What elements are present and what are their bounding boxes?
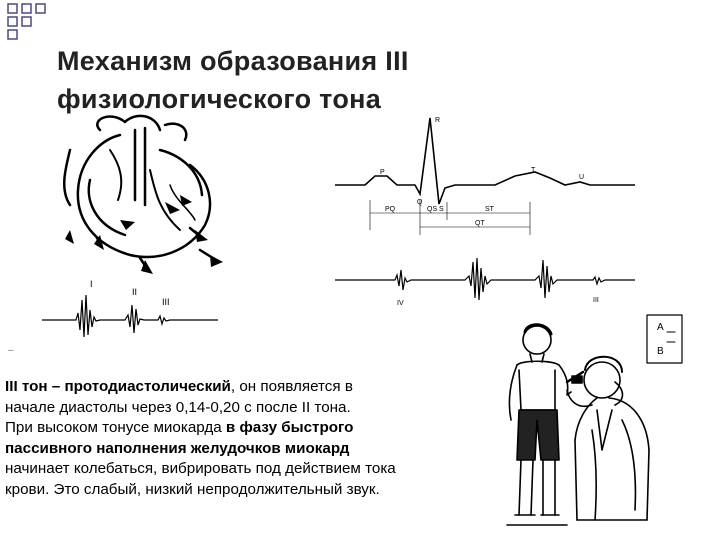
left-phonocardiogram [40, 275, 220, 345]
wall-chart-label-b: B [657, 346, 664, 357]
heart-diagram [40, 110, 240, 290]
pcg-left-label-iii: III [162, 297, 170, 307]
slide-title [57, 42, 477, 118]
paragraph-line-2: начале диастолы через 0,14-0,20 с после II тона. [5, 398, 351, 416]
paragraph-line-4: пассивного наполнения желудочков миокард [5, 439, 350, 457]
corner-decoration [0, 0, 60, 40]
ecg-interval-st: ST [485, 206, 494, 213]
ecg-label-t: T [531, 167, 536, 174]
third-tone-term: III тон – протодиастолический [5, 378, 231, 395]
ecg-interval-qs: QS [427, 206, 438, 213]
ecg-diagram [335, 110, 635, 245]
ecg-interval-pq: PQ [385, 206, 396, 213]
line3-bold: в фазу быстрого [225, 419, 354, 436]
title-line-2: физиологического тона [57, 84, 382, 114]
ecg-interval-qt: QT [475, 220, 485, 227]
description-paragraph [5, 377, 485, 500]
ecg-label-p: P [380, 169, 385, 176]
paragraph-line-1 [5, 377, 485, 398]
pcg-left-label-i: I [90, 279, 93, 289]
ecg-label-q: Q [417, 199, 423, 206]
paragraph-line-6: крови. Это слабый, низкий непродолжительный звук. [5, 480, 380, 498]
line1-rest: , он появляется в [230, 378, 353, 395]
paragraph-line-3 [5, 418, 485, 439]
right-phonocardiogram [335, 240, 635, 310]
ecg-label-s: S [439, 206, 444, 213]
ecg-label-u: U [579, 174, 585, 181]
title-line-1: Механизм образования III [57, 46, 409, 76]
auscultation-illustration [497, 310, 712, 535]
paragraph-line-5: начинает колебаться, вибрировать под действием тока [5, 460, 396, 477]
wall-chart-label-a: A [657, 322, 664, 333]
ecg-label-r: R [435, 117, 441, 124]
pcg-left-label-ii: II [132, 287, 138, 297]
pcg-right-label-iv: IV [397, 300, 404, 307]
small-dash-mark: – [8, 345, 14, 356]
line3-start: При высоком тонусе миокарда [5, 419, 226, 436]
pcg-right-label-iii: III [593, 297, 599, 304]
